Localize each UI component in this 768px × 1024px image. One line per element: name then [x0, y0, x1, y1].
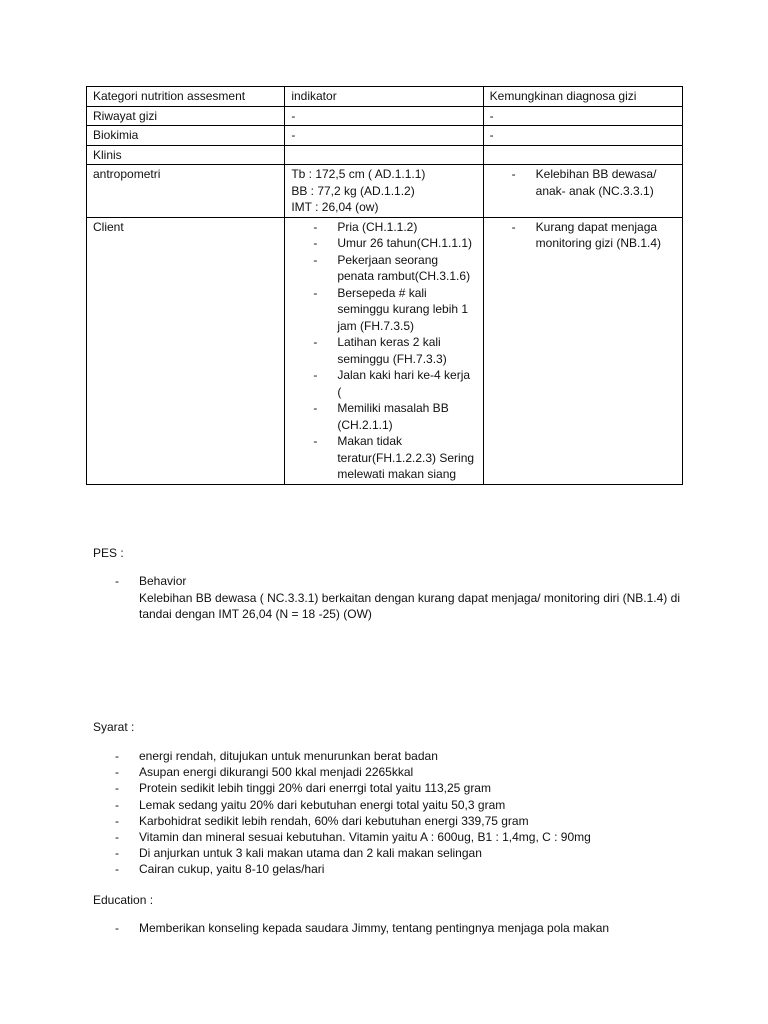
- pes-item: [93, 573, 693, 623]
- list-item: - Vitamin dan mineral sesuai kebutuhan. Vitamin yaitu A : 600ug, B1 : 1,4mg, C : 90mg: [93, 829, 713, 845]
- table-row: [87, 106, 683, 126]
- table-row: [87, 165, 683, 218]
- header-indicator: indikator: [285, 87, 483, 107]
- list-item: - Lemak sedang yaitu 20% dari kebutuhan energi total yaitu 50,3 gram: [93, 797, 713, 813]
- cell-diagnosis: [483, 165, 682, 218]
- list-item: - Protein sedikit lebih tinggi 20% dari enerrgi total yaitu 113,25 gram: [93, 780, 713, 796]
- cell-indicator: -: [285, 106, 483, 126]
- list-item: - Cairan cukup, yaitu 8-10 gelas/hari: [93, 861, 713, 877]
- pes-label: PES :: [93, 546, 124, 560]
- indicator-line: Tb : 172,5 cm ( AD.1.1.1): [291, 167, 426, 181]
- table-header-row: [87, 87, 683, 107]
- education-list: [93, 920, 713, 936]
- cell-category: antropometri: [87, 165, 285, 218]
- list-item: - Kelebihan BB dewasa/ anak- anak (NC.3.3.1): [490, 166, 676, 199]
- list-item: - Di anjurkan untuk 3 kali makan utama dan 2 kali makan selingan: [93, 845, 713, 861]
- cell-category: Biokimia: [87, 126, 285, 146]
- syarat-list: [93, 748, 713, 878]
- list-item: - Jalan kaki hari ke-4 kerja (: [291, 367, 476, 400]
- syarat-label: Syarat :: [93, 720, 135, 734]
- cell-indicator: [285, 217, 483, 484]
- list-item: - Karbohidrat sedikit lebih rendah, 60% dari kebutuhan energi 339,75 gram: [93, 813, 713, 829]
- list-item: - Latihan keras 2 kali seminggu (FH.7.3.3): [291, 334, 476, 367]
- cell-indicator: [285, 165, 483, 218]
- indicator-line: BB : 77,2 kg (AD.1.1.2): [291, 183, 415, 198]
- list-item: - Memberikan konseling kepada saudara Jimmy, tentang pentingnya menjaga pola makan: [93, 920, 713, 936]
- list-item: - Umur 26 tahun(CH.1.1.1): [291, 235, 476, 252]
- cell-diagnosis: [483, 145, 682, 165]
- cell-category: Riwayat gizi: [87, 106, 285, 126]
- pes-item-text: Kelebihan BB dewasa ( NC.3.3.1) berkaitan dengan kurang dapat menjaga/ monitoring diri (NB.1.4) di tandai dengan IMT 26,04 (N = 18 -25) (OW): [139, 590, 680, 621]
- cell-diagnosis: [483, 217, 682, 484]
- list-item: - Kurang dapat menjaga monitoring gizi (NB.1.4): [490, 219, 676, 252]
- diagnosis-list: [490, 166, 676, 199]
- list-item: - Asupan energi dikurangi 500 kkal menjadi 2265kkal: [93, 764, 713, 780]
- cell-indicator: -: [285, 126, 483, 146]
- diagnosis-list: [490, 219, 676, 252]
- table-row: [87, 126, 683, 146]
- cell-indicator: [285, 145, 483, 165]
- pes-item-title: - Behavior: [93, 573, 693, 590]
- indicator-line: IMT : 26,04 (ow): [291, 200, 379, 214]
- header-diagnosis: Kemungkinan diagnosa gizi: [483, 87, 682, 107]
- cell-diagnosis: -: [483, 126, 682, 146]
- list-item: - Pria (CH.1.1.2): [291, 219, 476, 236]
- indicator-list: [291, 219, 476, 483]
- header-category: Kategori nutrition assesment: [87, 87, 285, 107]
- list-item: - energi rendah, ditujukan untuk menurunkan berat badan: [93, 748, 713, 764]
- list-item: - Bersepeda # kali seminggu kurang lebih 1 jam (FH.7.3.5): [291, 285, 476, 335]
- list-item: - Makan tidak teratur(FH.1.2.2.3) Sering melewati makan siang: [291, 433, 476, 483]
- education-label: Education :: [93, 893, 154, 907]
- cell-category: Klinis: [87, 145, 285, 165]
- syarat-section: [93, 748, 713, 878]
- nutrition-assessment-table: [86, 86, 683, 485]
- table-row: [87, 217, 683, 484]
- list-item: - Pekerjaan seorang penata rambut(CH.3.1.6): [291, 252, 476, 285]
- table-row: [87, 145, 683, 165]
- cell-diagnosis: -: [483, 106, 682, 126]
- cell-category: Client: [87, 217, 285, 484]
- education-section: [93, 920, 713, 936]
- list-item: - Memiliki masalah BB (CH.2.1.1): [291, 400, 476, 433]
